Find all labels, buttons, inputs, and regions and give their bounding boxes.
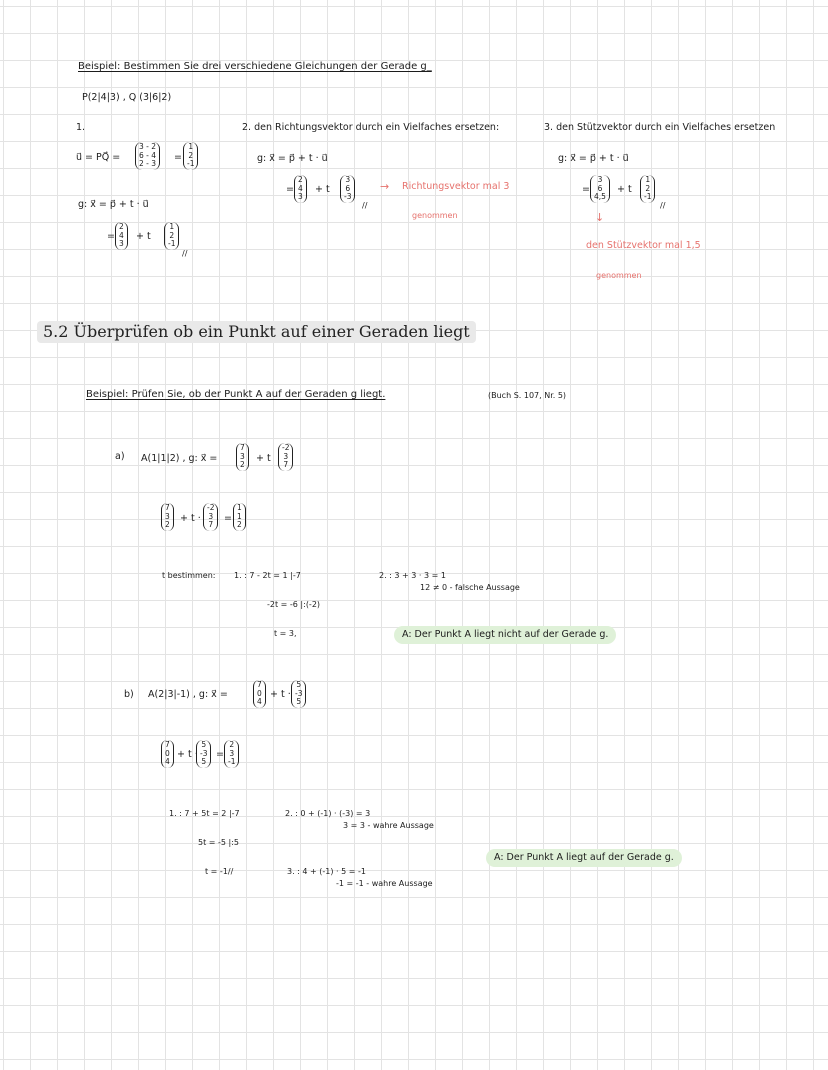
part-a-given: A(1|1|2) , g: x⃗ = [141, 453, 218, 464]
col2-right-arrow-icon: → [380, 180, 390, 193]
part-b-step1: 1. : 7 + 5t = 2 |-7 [169, 809, 240, 818]
part-a-eq-d-vector: -2 3 7 [203, 503, 218, 531]
part-b-point-vector: 2 3 -1 [224, 740, 239, 768]
part-a-p-vector: 7 3 2 [236, 443, 249, 471]
part-a-step1b: -2t = -6 |:(-2) [267, 600, 321, 609]
section-heading: 5.2 Überprüfen ob ein Punkt auf einer Geraden liegt [37, 321, 476, 343]
part-b-step1c: t = -1// [205, 867, 234, 876]
col2-end-mark: // [362, 201, 368, 210]
part-a-step2: 2. : 3 + 3 · 3 = 1 [379, 571, 446, 580]
example2-book-reference: (Buch S. 107, Nr. 5) [488, 391, 567, 400]
part-b-eq-p-vector: 7 0 4 [161, 740, 174, 768]
part-a-label: a) [115, 451, 125, 462]
col2-g-eq2-equals: = [286, 184, 294, 195]
col1-g-eq2-equals: = [107, 231, 115, 242]
col3-note-line1: den Stützvektor mal 1,5 [586, 240, 701, 251]
part-b-d-vector: 5 -3 5 [291, 680, 306, 708]
part-b-step3: 3. : 4 + (-1) · 5 = -1 [287, 867, 366, 876]
part-b-p-vector: 7 0 4 [253, 680, 266, 708]
part-b-step1b: 5t = -5 |:5 [198, 838, 240, 847]
part-a-d-vector: -2 3 7 [278, 443, 293, 471]
col2-p-vector: 2 4 3 [294, 175, 307, 203]
col1-g-eq2-plus-t: + t [136, 231, 151, 242]
part-b-label: b) [124, 689, 134, 700]
example2-title: Beispiel: Prüfen Sie, ob der Punkt A auf der Geraden g liegt. [86, 389, 386, 400]
col1-u-vector-result: 1 2 -1 [183, 142, 198, 170]
part-a-t-label: t bestimmen: [162, 571, 216, 580]
col1-g-equation: g: x⃗ = p⃗ + t · u⃗ [78, 199, 149, 210]
part-a-eq-p-vector: 7 3 2 [161, 503, 174, 531]
col1-u-equals: = [174, 152, 182, 163]
part-b-answer: A: Der Punkt A liegt auf der Gerade g. [486, 849, 682, 867]
col1-p-vector: 2 4 3 [115, 222, 128, 250]
part-a-eq-plus-t: + t · [180, 513, 201, 524]
col3-p-vector: 3 6 4,5 [590, 175, 610, 203]
col2-title: 2. den Richtungsvektor durch ein Vielfaches ersetzen: [242, 122, 500, 133]
col2-note-line2: genommen [412, 211, 458, 220]
part-a-step1c: t = 3, [274, 629, 297, 638]
col1-number: 1. [76, 122, 86, 133]
col2-g-eq2-plus-t: + t [315, 184, 330, 195]
col3-g-eq2-equals: = [582, 184, 590, 195]
col3-g-equation: g: x⃗ = p⃗ + t · u⃗ [558, 153, 629, 164]
part-a-point-vector: 1 1 2 [233, 503, 246, 531]
col3-g-eq2-plus-t: + t [617, 184, 632, 195]
col3-end-mark: // [660, 201, 666, 210]
part-a-eq-equals: = [224, 513, 232, 524]
col1-end-mark: // [182, 249, 188, 258]
example1-title: Beispiel: Bestimmen Sie drei verschiedene Gleichungen der Gerade g_ [78, 61, 432, 72]
part-b-given: A(2|3|-1) , g: x⃗ = [148, 689, 228, 700]
part-a-answer: A: Der Punkt A liegt nicht auf der Gerade g. [394, 626, 616, 644]
col1-u-equation: u⃗ = PQ⃗ = [76, 152, 121, 163]
col1-direction-vector: 1 2 -1 [164, 222, 179, 250]
part-a-given-plus-t: + t [256, 453, 271, 464]
example1-points: P(2|4|3) , Q (3|6|2) [82, 92, 172, 103]
part-a-step2b: 12 ≠ 0 - falsche Aussage [420, 583, 520, 592]
col3-note-line2: genommen [596, 271, 642, 280]
col2-g-equation: g: x⃗ = p⃗ + t · u⃗ [257, 153, 328, 164]
part-b-step2: 2. : 0 + (-1) · (-3) = 3 [285, 809, 371, 818]
part-b-eq-plus-t: + t · [177, 749, 198, 760]
part-a-step1: 1. : 7 - 2t = 1 |-7 [234, 571, 301, 580]
col1-u-vector-difference: 3 - 2 6 - 4 2 - 3 [135, 142, 160, 170]
col3-down-arrow-icon: ↓ [595, 211, 605, 224]
col3-title: 3. den Stützvektor durch ein Vielfaches ersetzen [544, 122, 776, 133]
col2-direction-vector: 3 6 -3 [340, 175, 355, 203]
col2-note-line1: Richtungsvektor mal 3 [402, 181, 510, 192]
part-b-given-plus-t: + t · [270, 689, 291, 700]
part-b-eq-equals: = [216, 749, 224, 760]
part-b-step3b: -1 = -1 - wahre Aussage [336, 879, 433, 888]
col3-direction-vector: 1 2 -1 [640, 175, 655, 203]
part-b-eq-d-vector: 5 -3 5 [196, 740, 211, 768]
part-b-step2b: 3 = 3 - wahre Aussage [343, 821, 434, 830]
